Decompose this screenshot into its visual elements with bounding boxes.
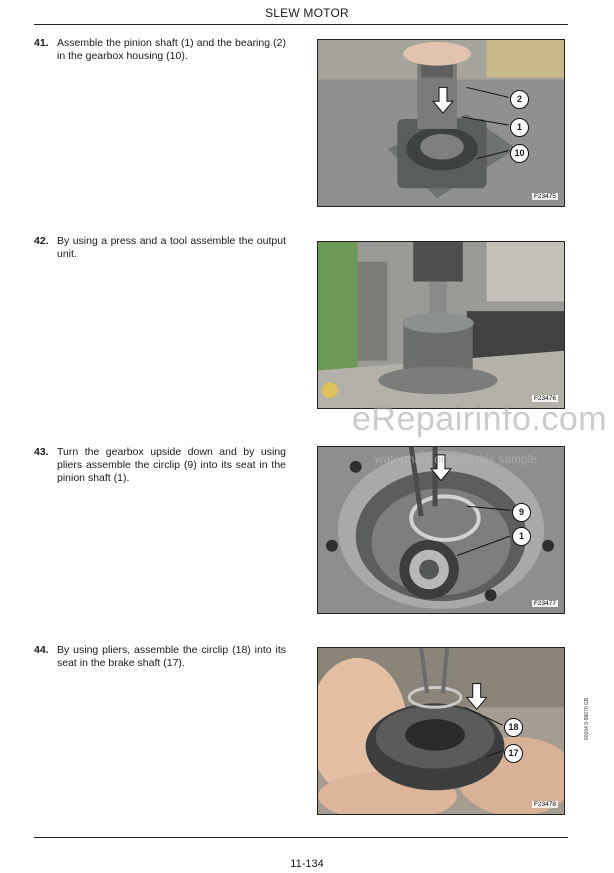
- footer-divider: [34, 837, 568, 838]
- callout-label: 1: [512, 527, 531, 546]
- callout-label: 9: [512, 503, 531, 522]
- photo-circlip-brake-shaft: [317, 647, 565, 815]
- step-number: 42.: [34, 235, 49, 247]
- callout-label: 18: [504, 718, 523, 737]
- photo-circlip-pinion-shaft: [317, 446, 565, 614]
- step-42: [34, 235, 286, 261]
- callout-label: 17: [504, 744, 523, 763]
- step-41: [34, 37, 286, 63]
- callout-label: 10: [510, 144, 529, 163]
- step-text: By using pliers, assemble the circlip (18) into its seat in the brake shaft (17).: [57, 644, 286, 669]
- photo-output-unit-press: [317, 241, 565, 409]
- step-43: [34, 446, 286, 485]
- step-text: Assemble the pinion shaft (1) and the bearing (2) in the gearbox housing (10).: [57, 37, 286, 62]
- watermark-logo-text: eRepairinfo.com: [352, 400, 608, 438]
- header-divider: [34, 24, 568, 25]
- step-text: By using a press and a tool assemble the output unit.: [57, 235, 286, 260]
- step-44: [34, 644, 286, 670]
- page-number: 11-134: [290, 858, 324, 870]
- circlip-brake-photo-illustration: [318, 648, 564, 814]
- figure-id: F23477: [533, 600, 556, 607]
- step-number: 41.: [34, 37, 49, 49]
- output-unit-photo-illustration: [318, 242, 564, 408]
- watermark-notice: watermark only on this sample: [375, 452, 538, 466]
- step-number: 44.: [34, 644, 49, 656]
- callout-label: 1: [510, 118, 529, 137]
- side-document-code: 60104 9-98670 GB: [584, 697, 590, 740]
- figure-id: F23475: [533, 193, 556, 200]
- figure-id: F23478: [533, 801, 556, 808]
- photo-pinion-shaft-assembly: [317, 39, 565, 207]
- figure-id: F23476: [533, 395, 556, 402]
- callout-label: 2: [510, 90, 529, 109]
- step-number: 43.: [34, 446, 49, 458]
- page-header-title: SLEW MOTOR: [265, 6, 349, 20]
- step-text: Turn the gearbox upside down and by using pliers assemble the circlip (9) into its seat in the pinion shaft (1).: [57, 446, 286, 484]
